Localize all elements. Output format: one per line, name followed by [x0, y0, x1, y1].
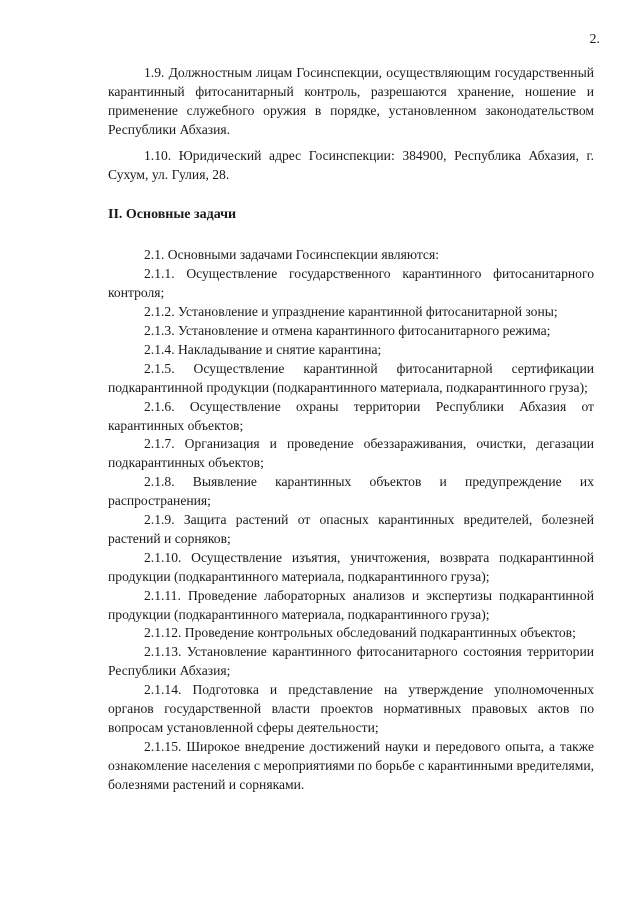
- list-item-2-1-3: 2.1.3. Установление и отмена карантинного фитосанитарного режима;: [144, 322, 551, 338]
- list-item-2-1-4: 2.1.4. Накладывание и снятие карантина;: [144, 341, 382, 357]
- list-item-2-1-9: 2.1.9. Защита растений от опасных карантинных вредителей, болезней растений и сорняков;: [108, 512, 594, 546]
- list-item-2-1-5: 2.1.5. Осуществление карантинной фитосанитарной сертификации подкарантинной продукции (подкарантинного материала, подкарантинного груза);: [108, 360, 594, 395]
- list-item-2-1-7: 2.1.7. Организация и проведение обеззараживания, очистки, дегазации подкарантинных объектов;: [108, 436, 594, 471]
- list-item-2-1-2: 2.1.2. Установление и упразднение карантинной фитосанитарной зоны;: [144, 304, 558, 320]
- list-item-2-1-13: 2.1.13. Установление карантинного фитосанитарного состояния территории Республики Абхазия;: [108, 644, 594, 679]
- list-item-2-1-10: 2.1.10. Осуществление изъятия, уничтожения, возврата подкарантинной продукции (подкарантинного материала, подкарантинного груза);: [108, 549, 594, 584]
- section-intro: 2.1. Основными задачами Госинспекции являются:: [144, 247, 439, 263]
- paragraph-gap: [108, 140, 594, 147]
- list-item-2-1-1: 2.1.1. Осуществление государственного карантинного фитосанитарного контроля;: [108, 266, 594, 301]
- document-body: [108, 64, 594, 795]
- list-item-2-1-11: 2.1.11. Проведение лабораторных анализов и экспертизы подкарантинной продукции (подкарантинного материала, подкарантинного груза);: [108, 587, 594, 622]
- section-heading: II. Основные задачи: [108, 207, 237, 223]
- page-number: 2.: [589, 32, 600, 47]
- list-item-2-1-15: 2.1.15. Широкое внедрение достижений науки и передового опыта, а также ознакомление населения с мероприятиями по борьбе с карантинными вредителями, болезнями растений и сорняками.: [108, 738, 594, 792]
- list-item-2-1-12: 2.1.12. Проведение контрольных обследований подкарантинных объектов;: [144, 625, 576, 641]
- list-item-2-1-14: 2.1.14. Подготовка и представление на утверждение уполномоченных органов государственной власти проектов нормативных правовых актов по вопросам установленной сферы деятельности;: [108, 682, 594, 735]
- list-item-2-1-6: 2.1.6. Осуществление охраны территории Республики Абхазия от карантинных объектов;: [108, 398, 594, 433]
- list-item-2-1-8: 2.1.8. Выявление карантинных объектов и предупреждение их распространения;: [108, 474, 594, 509]
- paragraph-1-10: 1.10. Юридический адрес Госинспекции: 384900, Республика Абхазия, г. Сухум, ул. Гулия, 28.: [108, 147, 594, 182]
- paragraph-1-9: 1.9. Должностным лицам Госинспекции, осуществляющим государственный карантинный фитосанитарный контроль, разрешаются хранение, ношение и применение служебного оружия в порядке, установленном законодательством Республики Абхазия.: [108, 65, 594, 137]
